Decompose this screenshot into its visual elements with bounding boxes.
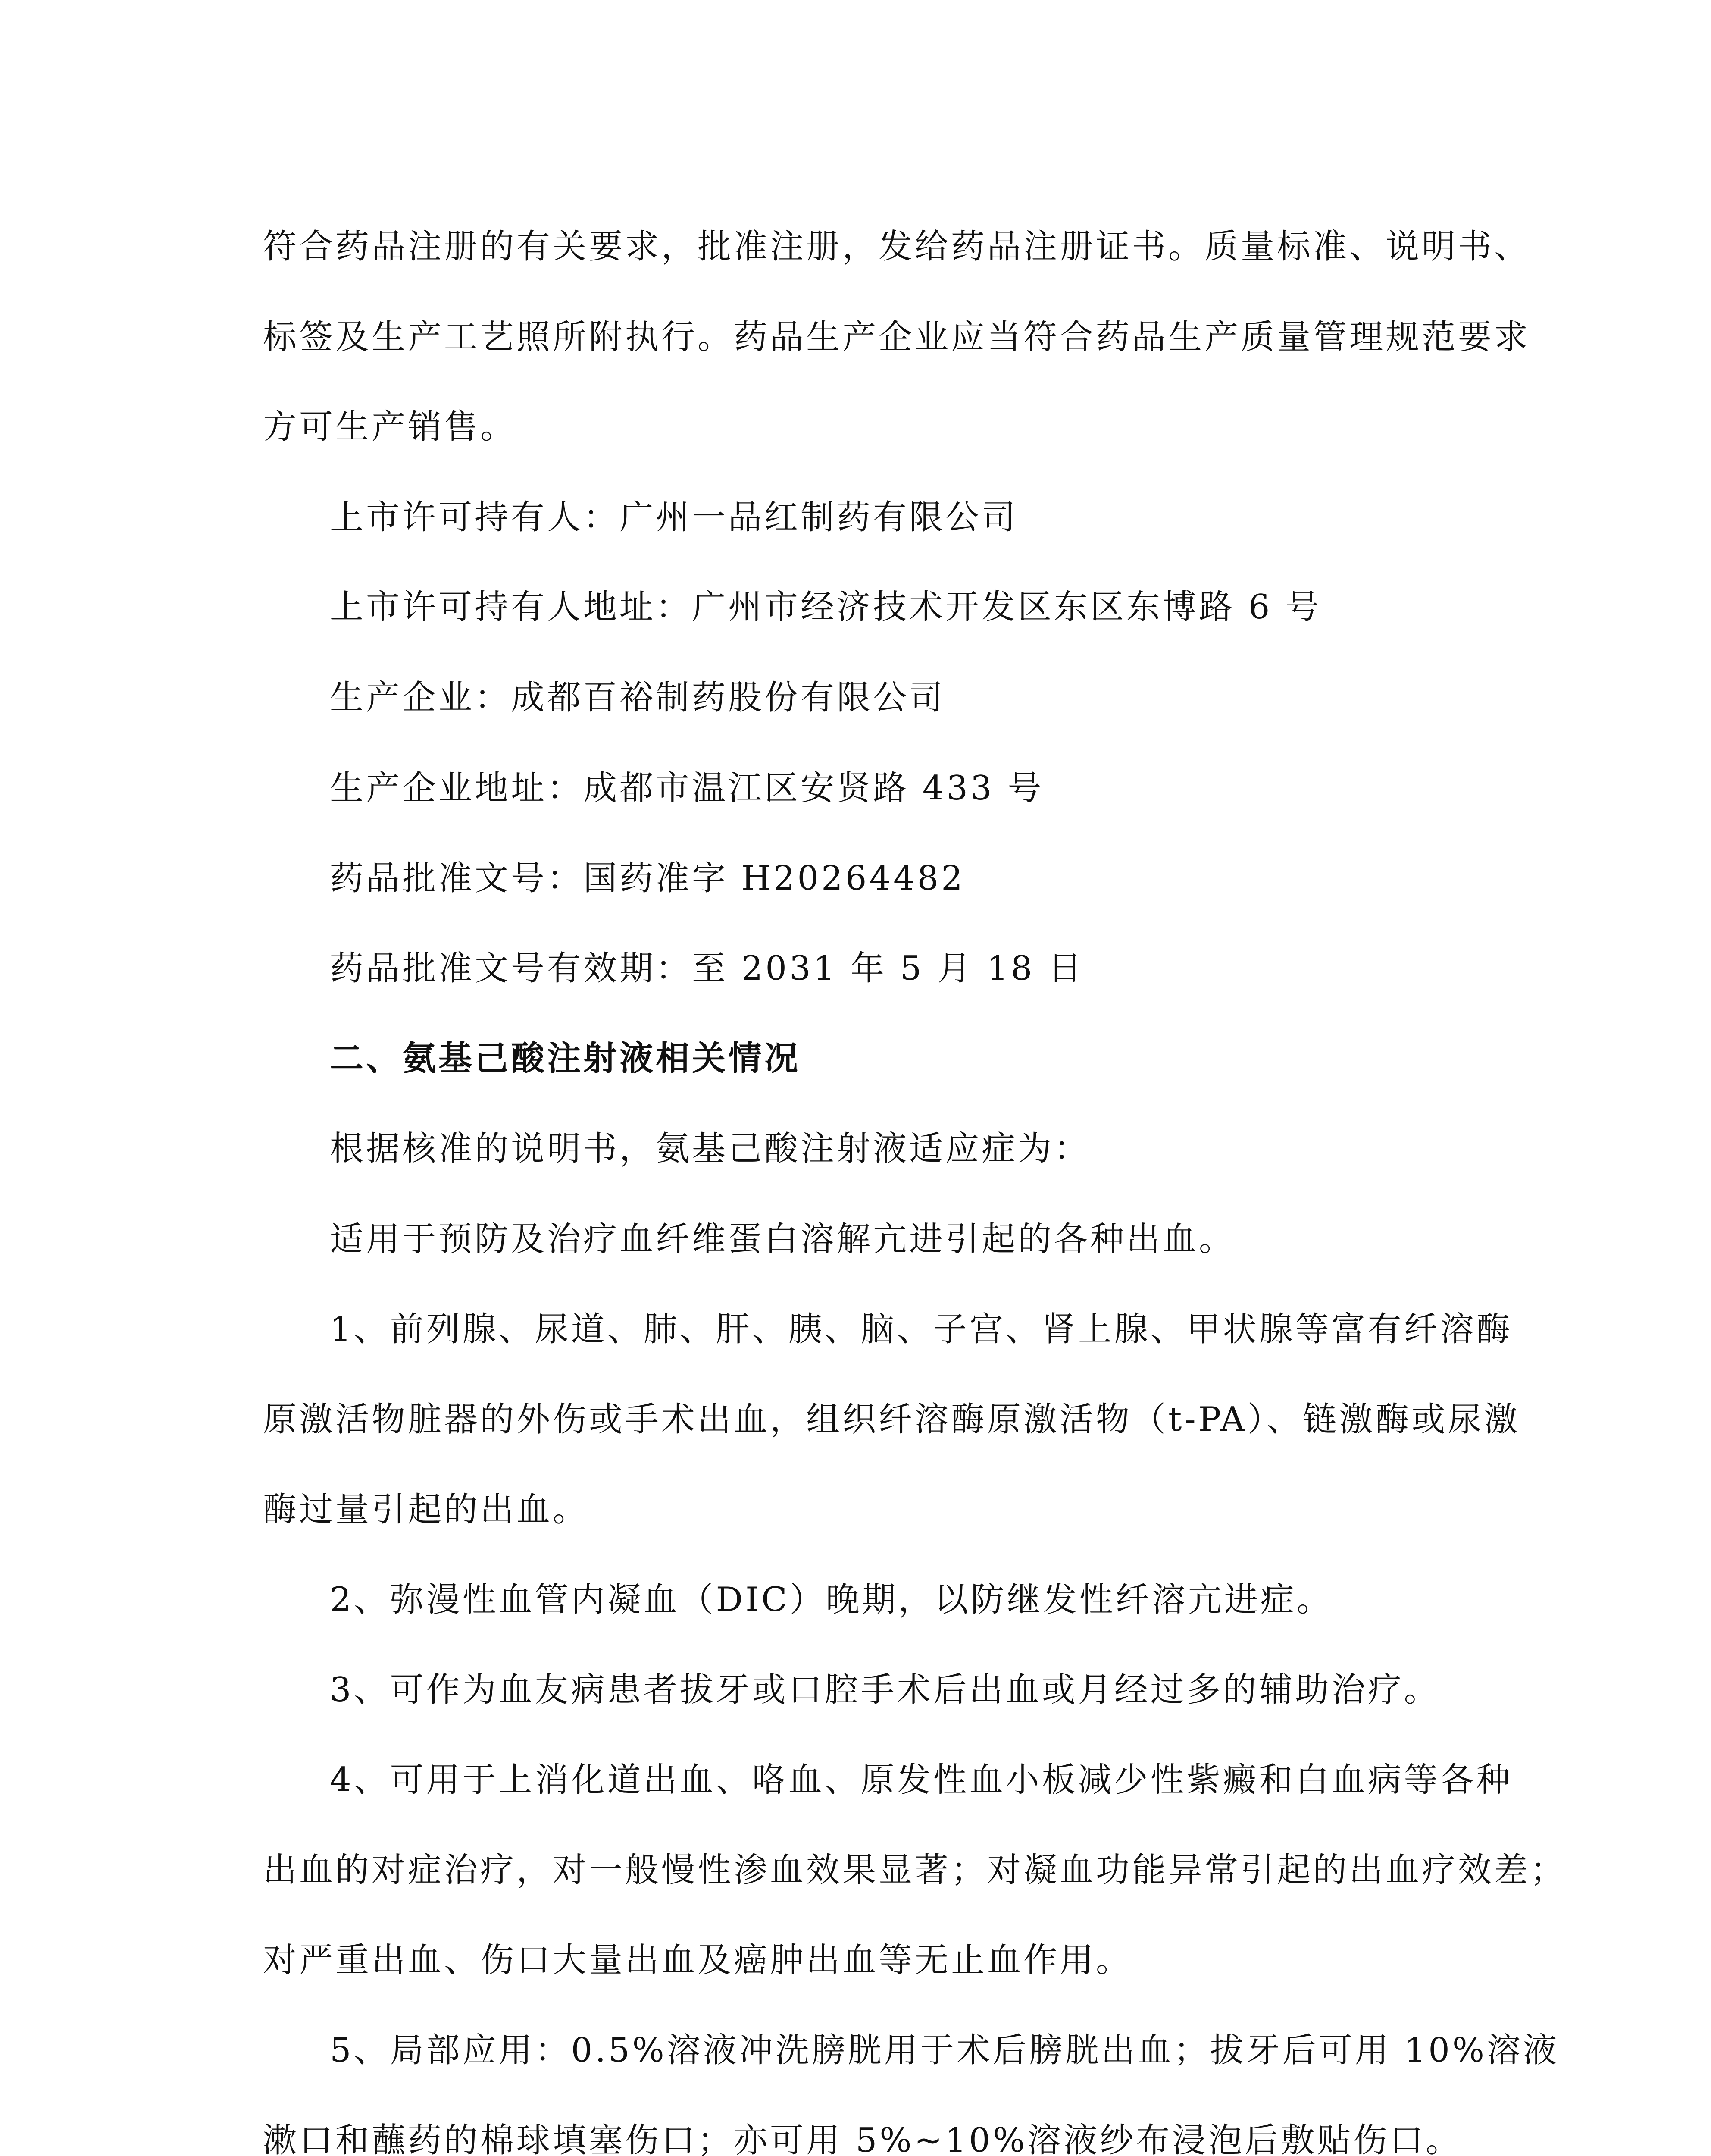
item-5-line-1: 5、局部应用：0.5%溶液冲洗膀胱用于术后膀胱出血；拔牙后可用 10%溶液 bbox=[330, 2031, 1559, 2070]
indication-summary: 适用于预防及治疗血纤维蛋白溶解亢进引起的各种出血。 bbox=[330, 1220, 1236, 1259]
item-3-line: 3、可作为血友病患者拔牙或口腔手术后出血或月经过多的辅助治疗。 bbox=[330, 1670, 1440, 1709]
indication-intro: 根据核准的说明书，氨基己酸注射液适应症为： bbox=[330, 1129, 1091, 1168]
item-4-line-3: 对严重出血、伤口大量出血及癌肿出血等无止血作用。 bbox=[263, 1941, 1132, 1980]
manufacturer-address-line: 生产企业地址：成都市温江区安贤路 433 号 bbox=[330, 769, 1044, 808]
holder-line: 上市许可持有人：广州一品红制药有限公司 bbox=[330, 498, 1018, 537]
item-1-line-3: 酶过量引起的出血。 bbox=[263, 1490, 589, 1529]
item-2-line: 2、弥漫性血管内凝血（DIC）晚期，以防继发性纤溶亢进症。 bbox=[330, 1580, 1333, 1619]
approval-number-line: 药品批准文号：国药准字 H20264482 bbox=[330, 859, 965, 898]
item-1-line-2: 原激活物脏器的外伤或手术出血，组织纤溶酶原激活物（t-PA）、链激酶或尿激 bbox=[263, 1400, 1520, 1439]
paragraph-1-line-1: 符合药品注册的有关要求，批准注册，发给药品注册证书。质量标准、说明书、 bbox=[263, 227, 1531, 266]
paragraph-1-line-3: 方可生产销售。 bbox=[263, 407, 517, 446]
item-1-line-1: 1、前列腺、尿道、肺、肝、胰、脑、子宫、肾上腺、甲状腺等富有纤溶酶 bbox=[330, 1310, 1513, 1349]
manufacturer-line: 生产企业：成都百裕制药股份有限公司 bbox=[330, 678, 946, 717]
item-4-line-1: 4、可用于上消化道出血、咯血、原发性血小板减少性紫癜和白血病等各种 bbox=[330, 1761, 1513, 1799]
paragraph-1-line-2: 标签及生产工艺照所附执行。药品生产企业应当符合药品生产质量管理规范要求 bbox=[263, 318, 1531, 357]
item-5-line-2: 漱口和蘸药的棉球填塞伤口；亦可用 5%~10%溶液纱布浸泡后敷贴伤口。 bbox=[263, 2121, 1462, 2156]
section-2-heading: 二、氨基己酸注射液相关情况 bbox=[330, 1039, 801, 1078]
holder-address-line: 上市许可持有人地址：广州市经济技术开发区东区东博路 6 号 bbox=[330, 588, 1322, 627]
item-4-line-2: 出血的对症治疗，对一般慢性渗血效果显著；对凝血功能异常引起的出血疗效差； bbox=[263, 1851, 1567, 1890]
approval-validity-line: 药品批准文号有效期：至 2031 年 5 月 18 日 bbox=[330, 949, 1085, 988]
